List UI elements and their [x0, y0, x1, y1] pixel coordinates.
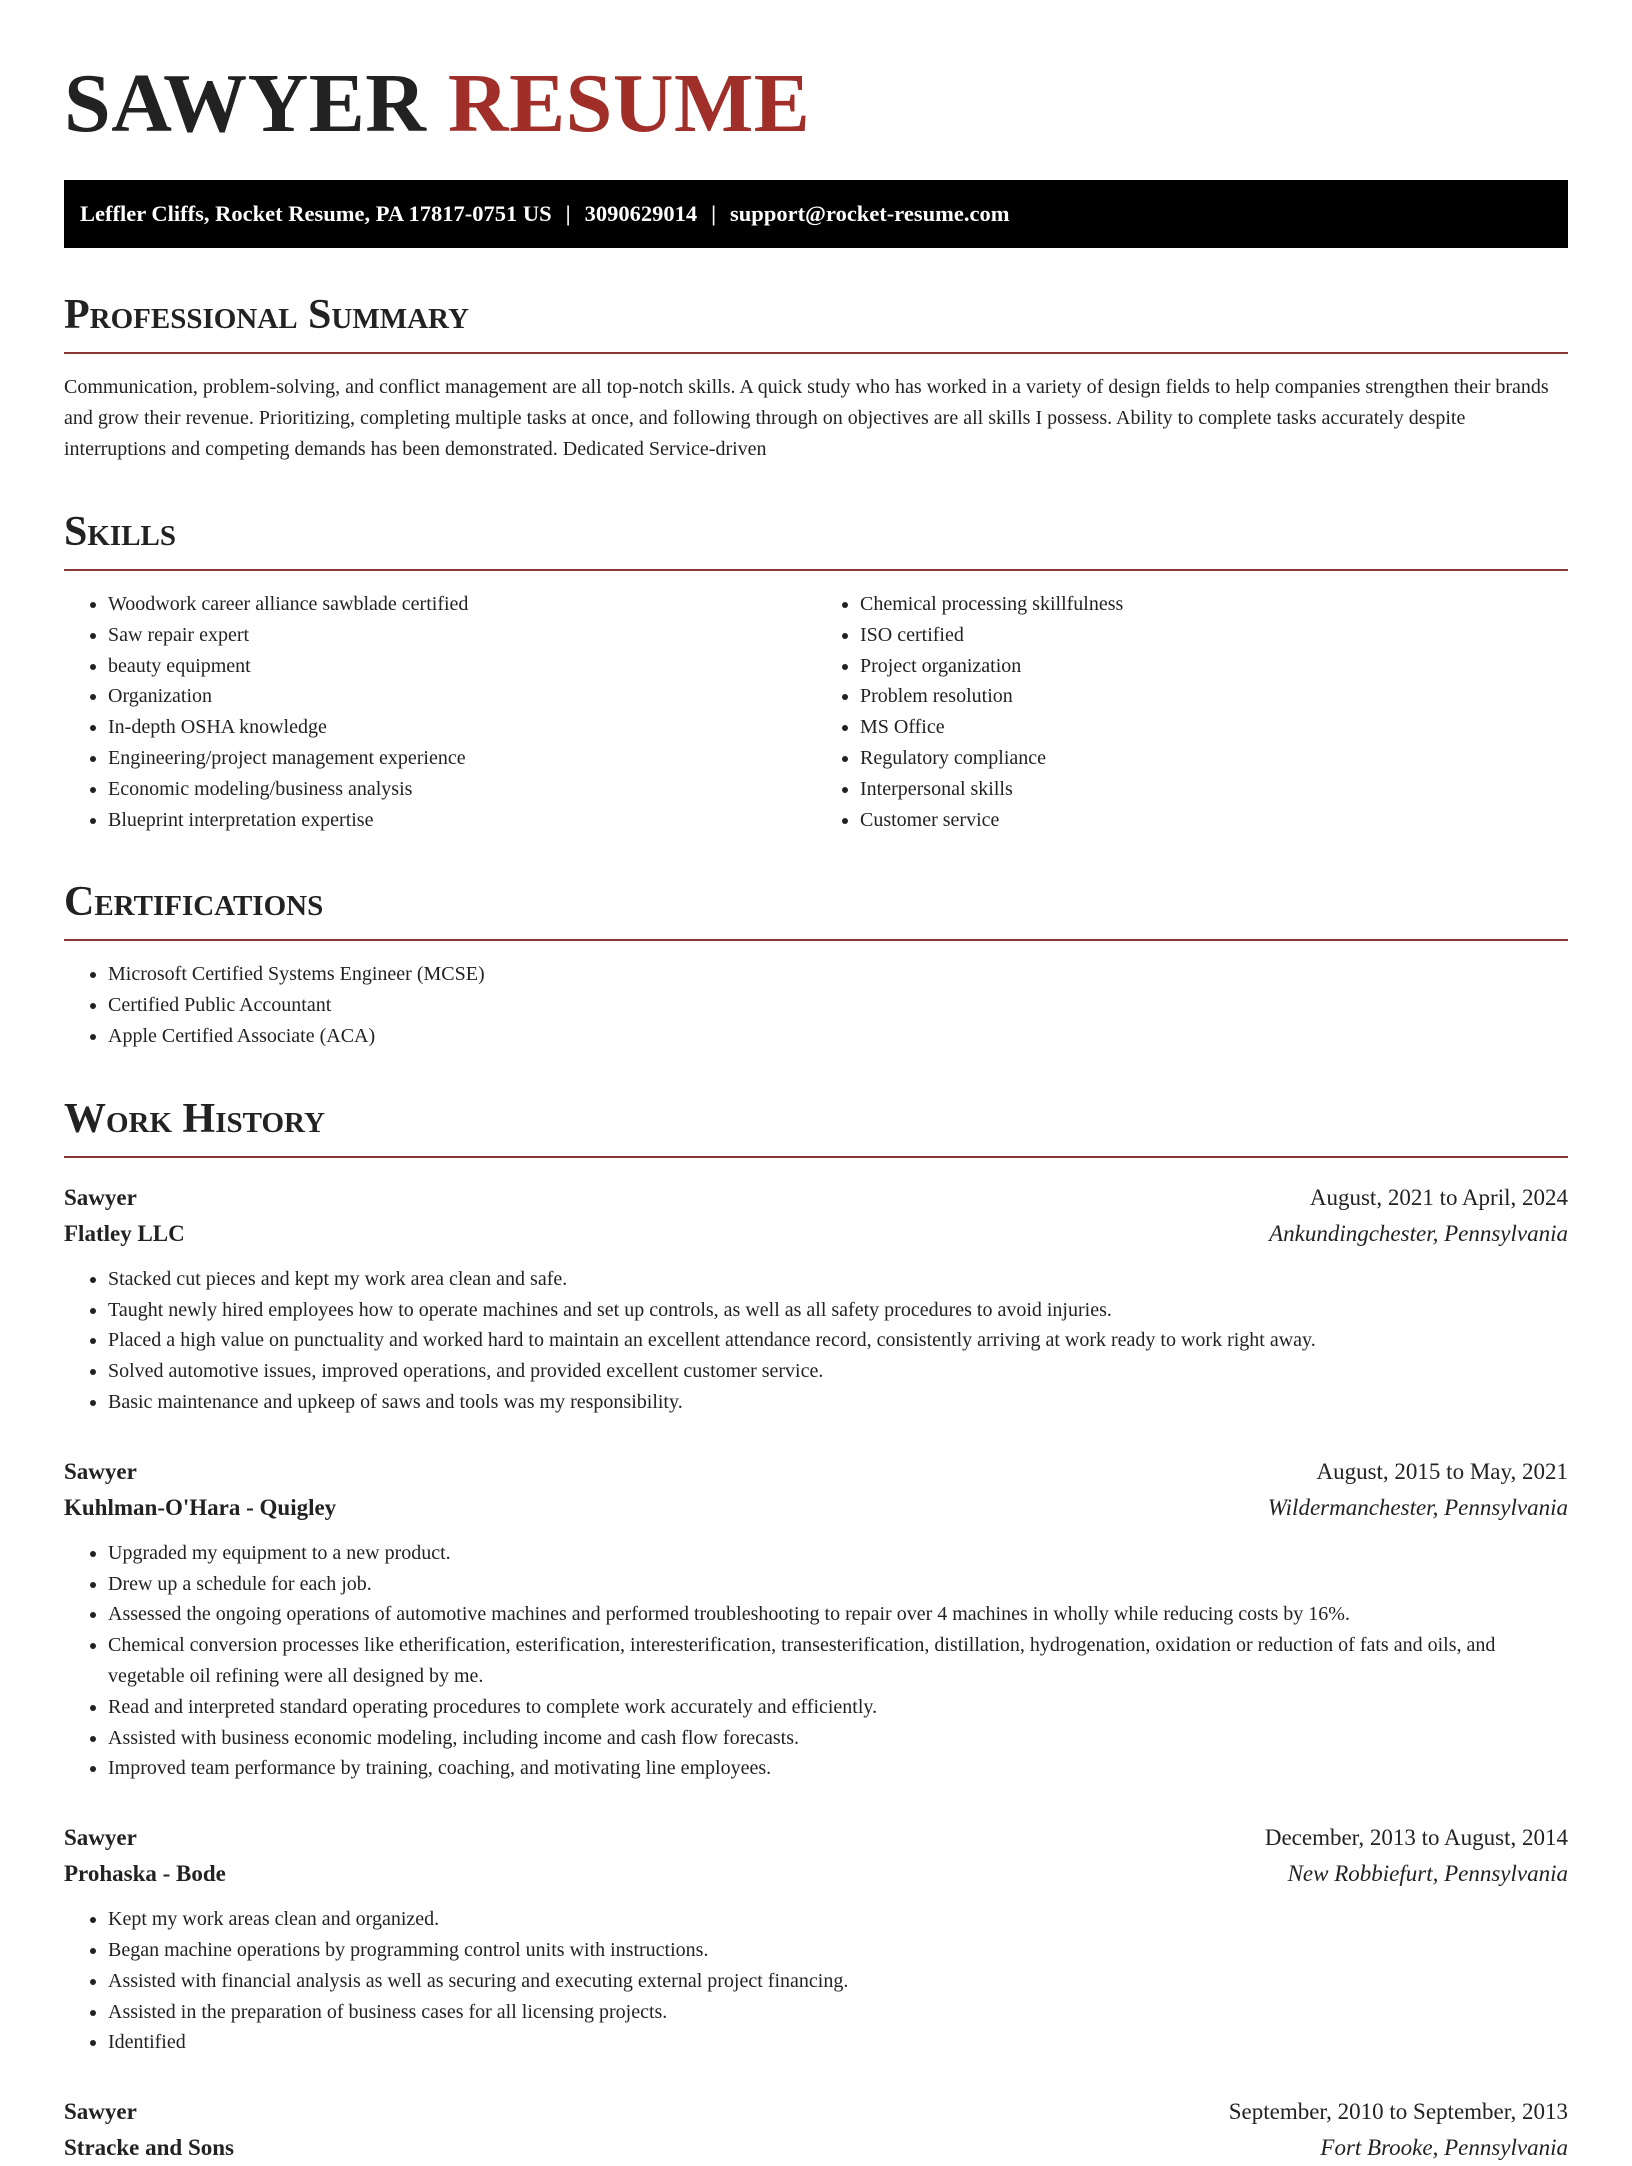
contact-separator: |: [711, 201, 717, 226]
skill-item: • Economic modeling/business analysis: [108, 774, 816, 805]
skill-item: • In-depth OSHA knowledge: [108, 712, 816, 743]
job-bullet: • Placed a high value on punctuality and worked hard to maintain an excellent attendance record, consistently arriving at work ready to work right away.: [108, 1325, 1568, 1356]
job-bullet: • Assisted with financial analysis as well as securing and executing external project financing.: [108, 1966, 1568, 1997]
certifications-section: [64, 879, 1568, 1051]
job-bullet: • Taught newly hired employees how to operate machines and set up controls, as well as all safety procedures to avoid injuries.: [108, 1295, 1568, 1326]
job-bullet: • Basic maintenance and upkeep of saws and tools was my responsibility.: [108, 1387, 1568, 1418]
skill-item: • Problem resolution: [860, 681, 1568, 712]
skill-item: • Chemical processing skillfulness: [860, 589, 1568, 620]
job-title: Sawyer: [64, 1825, 137, 1851]
job-bullet: • Began machine operations by programming control units with instructions.: [108, 1935, 1568, 1966]
job-bullet: • Assessed the ongoing operations of automotive machines and performed troubleshooting to repair over 4 machines in wholly while reducing costs by 16%.: [108, 1599, 1568, 1630]
summary-section: [64, 292, 1568, 465]
skill-item: • Engineering/project management experience: [108, 743, 816, 774]
skill-item: • Saw repair expert: [108, 620, 816, 651]
section-title-summary: Professional Summary: [64, 292, 1568, 354]
job-dates: September, 2010 to September, 2013: [1228, 2099, 1568, 2125]
skills-section: [64, 509, 1568, 835]
skills-list-right: [816, 589, 1568, 835]
contact-bar: [64, 180, 1568, 248]
job-location: Wildermanchester, Pennsylvania: [1267, 1494, 1568, 1520]
job-dates: August, 2015 to May, 2021: [1316, 1458, 1568, 1484]
job-company: Kuhlman-O'Hara - Quigley: [64, 1494, 337, 1520]
skill-item: • MS Office: [860, 712, 1568, 743]
job-company: Flatley LLC: [64, 1220, 185, 1246]
job-bullets: [64, 1904, 1568, 2058]
contact-address: Leffler Cliffs, Rocket Resume, PA 17817-0751 US: [80, 201, 552, 226]
resume-name: [64, 58, 1568, 150]
job-bullet: • Assisted in the preparation of business cases for all licensing projects.: [108, 1997, 1568, 2028]
skill-item: • Blueprint interpretation expertise: [108, 805, 816, 836]
job-company: Prohaska - Bode: [64, 1861, 226, 1887]
skills-grid: [64, 571, 1568, 835]
first-name: SAWYER: [64, 57, 427, 150]
job-bullet: • Stacked cut pieces and kept my work area clean and safe.: [108, 1264, 1568, 1295]
job-dates: December, 2013 to August, 2014: [1264, 1825, 1568, 1851]
skill-item: • Project organization: [860, 651, 1568, 682]
work-history-section: [64, 1096, 1568, 2166]
job-entry: [64, 2094, 1568, 2166]
section-title-certifications: Certifications: [64, 879, 1568, 941]
section-title-work-history: Work History: [64, 1096, 1568, 1158]
last-name: RESUME: [447, 57, 811, 150]
job-bullet: • Assisted with business economic modeling, including income and cash flow forecasts.: [108, 1723, 1568, 1754]
job-location: Ankundingchester, Pennsylvania: [1269, 1220, 1568, 1246]
certification-item: • Microsoft Certified Systems Engineer (MCSE): [108, 959, 1568, 990]
job-entry: [64, 1454, 1568, 1784]
job-bullets: [64, 1538, 1568, 1784]
skill-item: • Interpersonal skills: [860, 774, 1568, 805]
contact-phone: 3090629014: [584, 201, 698, 226]
job-title: Sawyer: [64, 1458, 137, 1484]
section-title-skills: Skills: [64, 509, 1568, 571]
contact-separator: |: [565, 201, 571, 226]
job-bullet: • Drew up a schedule for each job.: [108, 1569, 1568, 1600]
job-bullet: • Upgraded my equipment to a new product.: [108, 1538, 1568, 1569]
job-bullet: • Read and interpreted standard operating procedures to complete work accurately and efficiently.: [108, 1692, 1568, 1723]
job-bullets: [64, 1264, 1568, 1418]
job-entry: [64, 1820, 1568, 2058]
job-bullet: • Solved automotive issues, improved operations, and provided excellent customer service.: [108, 1356, 1568, 1387]
job-bullet: • Identified: [108, 2027, 1568, 2058]
skill-item: • Woodwork career alliance sawblade certified: [108, 589, 816, 620]
job-company: Stracke and Sons: [64, 2135, 234, 2161]
job-title: Sawyer: [64, 2099, 137, 2125]
skill-item: • Organization: [108, 681, 816, 712]
certification-item: • Apple Certified Associate (ACA): [108, 1021, 1568, 1052]
job-location: Fort Brooke, Pennsylvania: [1320, 2135, 1568, 2161]
skill-item: • Customer service: [860, 805, 1568, 836]
job-bullet: • Kept my work areas clean and organized.: [108, 1904, 1568, 1935]
summary-text: Communication, problem-solving, and conflict management are all top-notch skills. A quick study who has worked in a variety of design fields to help companies strengthen their brands and grow their revenue. Prioritizing, completing multiple tasks at once, and following through on objectives are all skills I possess. Ability to complete tasks accurately despite interruptions and competing demands has been demonstrated. Dedicated Service-driven: [64, 376, 1549, 460]
certification-item: • Certified Public Accountant: [108, 990, 1568, 1021]
contact-email: support@rocket-resume.com: [730, 201, 1010, 226]
certifications-list: [64, 959, 1568, 1051]
job-bullet: • Improved team performance by training, coaching, and motivating line employees.: [108, 1753, 1568, 1784]
skill-item: • Regulatory compliance: [860, 743, 1568, 774]
skill-item: • ISO certified: [860, 620, 1568, 651]
job-bullet: • Chemical conversion processes like etherification, esterification, interesterification, transesterification, distillation, hydrogenation, oxidation or reduction of fats and oils, and vegetable oil refining were all designed by me.: [108, 1630, 1568, 1692]
skill-item: • beauty equipment: [108, 651, 816, 682]
skills-list-left: [64, 589, 816, 835]
job-location: New Robbiefurt, Pennsylvania: [1287, 1861, 1568, 1887]
job-title: Sawyer: [64, 1184, 137, 1210]
job-entry: [64, 1180, 1568, 1418]
job-dates: August, 2021 to April, 2024: [1309, 1184, 1568, 1210]
